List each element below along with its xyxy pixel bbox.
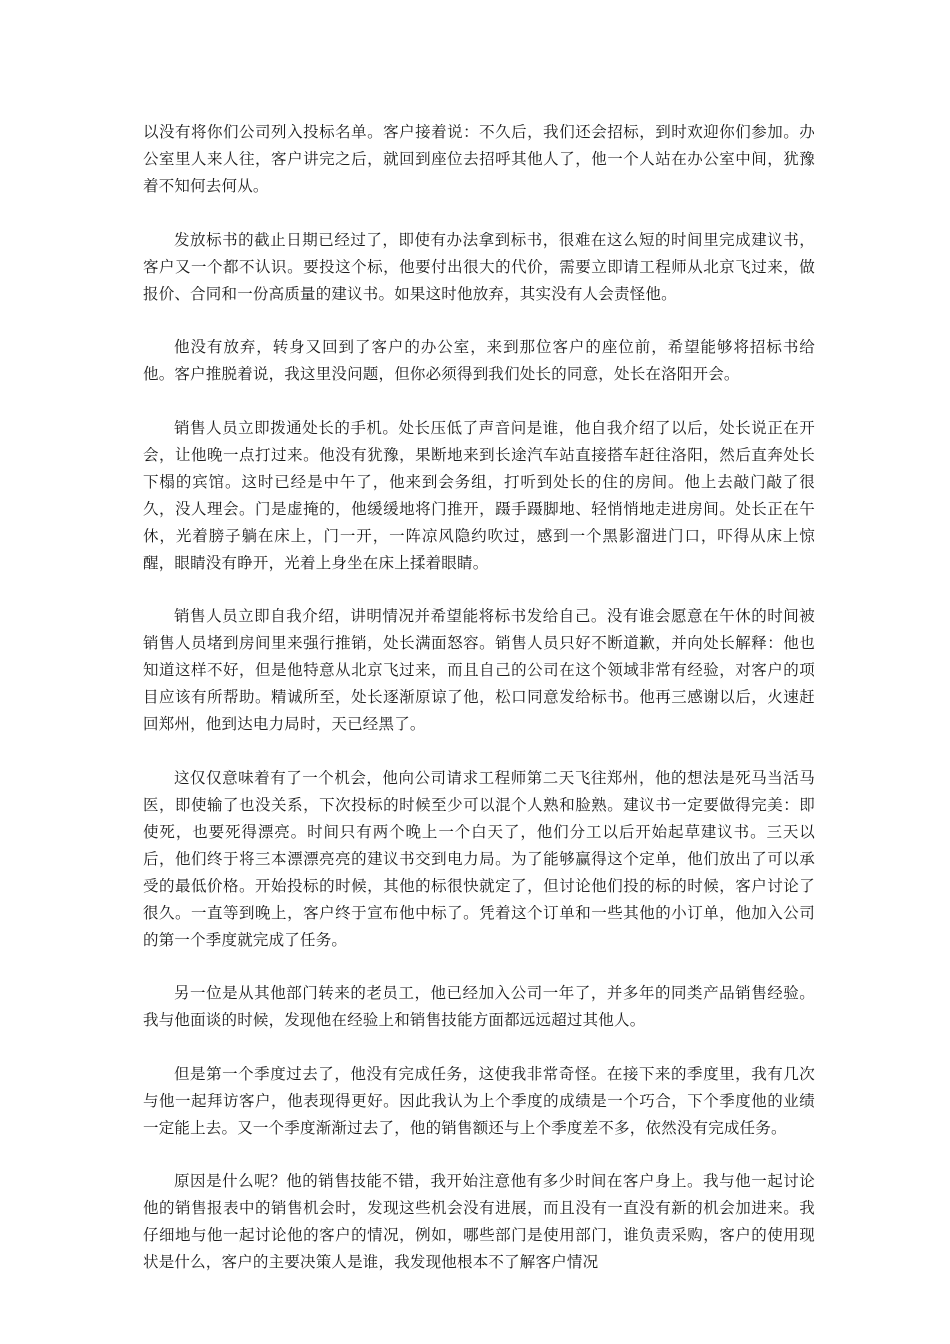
paragraph-1: 以没有将你们公司列入投标名单。客户接着说：不久后，我们还会招标，到时欢迎你们参加。办公室里人来人往，客户讲完之后，就回到座位去招呼其他人了，他一个人站在办公室中间，犹豫着不知何去何从。 xyxy=(143,123,815,195)
paragraph-2: 发放标书的截止日期已经过了，即使有办法拿到标书，很难在这么短的时间里完成建议书，客户又一个都不认识。要投这个标，他要付出很大的代价，需要立即请工程师从北京飞过来，做报价、合同和一份高质量的建议书。如果这时他放弃，其实没有人会责怪他。 xyxy=(143,230,815,303)
paragraph-6: 这仅仅意味着有了一个机会，他向公司请求工程师第二天飞往郑州，他的想法是死马当活马医，即使输了也没关系，下次投标的时候至少可以混个人熟和脸熟。建议书一定要做得完美：即使死，也要死得漂亮。时间只有两个晚上一个白天了，他们分工以后开始起草建议书。三天以后，他们终于将三本漂漂亮亮的建议书交到电力局。为了能够赢得这个定单，他们放出了可以承受的最低价格。开始投标的时候，其他的标很快就定了，但讨论他们投的标的时候，客户讨论了很久。一直等到晚上，客户终于宣布他中标了。凭着这个订单和一些其他的小订单，他加入公司的第一个季度就完成了任务。 xyxy=(143,768,815,949)
paragraph-5: 销售人员立即自我介绍，讲明情况并希望能将标书发给自己。没有谁会愿意在午休的时间被销售人员堵到房间里来强行推销，处长满面怒容。销售人员只好不断道歉，并向处长解释：他也知道这样不好，但是他特意从北京飞过来，而且自己的公司在这个领域非常有经验，对客户的项目应该有所帮助。精诚所至，处长逐渐原谅了他，松口同意发给标书。他再三感谢以后，火速赶回郑州，他到达电力局时，天已经黑了。 xyxy=(143,607,815,733)
paragraph-8: 但是第一个季度过去了，他没有完成任务，这使我非常奇怪。在接下来的季度里，我有几次与他一起拜访客户，他表现得更好。因此我认为上个季度的成绩是一个巧合，下个季度他的业绩一定能上去。又一个季度渐渐过去了，他的销售额还与上个季度差不多，依然没有完成任务。 xyxy=(143,1064,815,1137)
paragraph-4: 销售人员立即拨通处长的手机。处长压低了声音问是谁，他自我介绍了以后，处长说正在开会，让他晚一点打过来。他没有犹豫，果断地来到长途汽车站直接搭车赶往洛阳，然后直奔处长下榻的宾馆。这时已经是中午了，他来到会务组，打听到处长的住的房间。他上去敲门敲了很久，没人理会。门是虚掩的，他缓缓地将门推开，蹑手蹑脚地、轻悄悄地走进房间。处长正在午休，光着膀子躺在床上，门一开，一阵凉风隐约吹过，感到一个黑影溜进门口，吓得从床上惊醒，眼睛没有睁开，光着上身坐在床上揉着眼睛。 xyxy=(143,418,815,572)
paragraph-3: 他没有放弃，转身又回到了客户的办公室，来到那位客户的座位前，希望能够将招标书给他。客户推脱着说，我这里没问题，但你必须得到我们处长的同意，处长在洛阳开会。 xyxy=(143,338,815,383)
paragraph-9: 原因是什么呢？他的销售技能不错，我开始注意他有多少时间在客户身上。我与他一起讨论他的销售报表中的销售机会时，发现这些机会没有进展，而且没有一直没有新的机会加进来。我仔细地与他一起讨论他的客户的情况，例如，哪些部门是使用部门，谁负责采购，客户的使用现状是什么，客户的主要决策人是谁，我发现他根本不了解客户情况 xyxy=(143,1172,815,1271)
paragraph-7: 另一位是从其他部门转来的老员工，他已经加入公司一年了，并多年的同类产品销售经验。我与他面谈的时候，发现他在经验上和销售技能方面都远远超过其他人。 xyxy=(143,984,815,1029)
document-body xyxy=(143,119,815,1303)
